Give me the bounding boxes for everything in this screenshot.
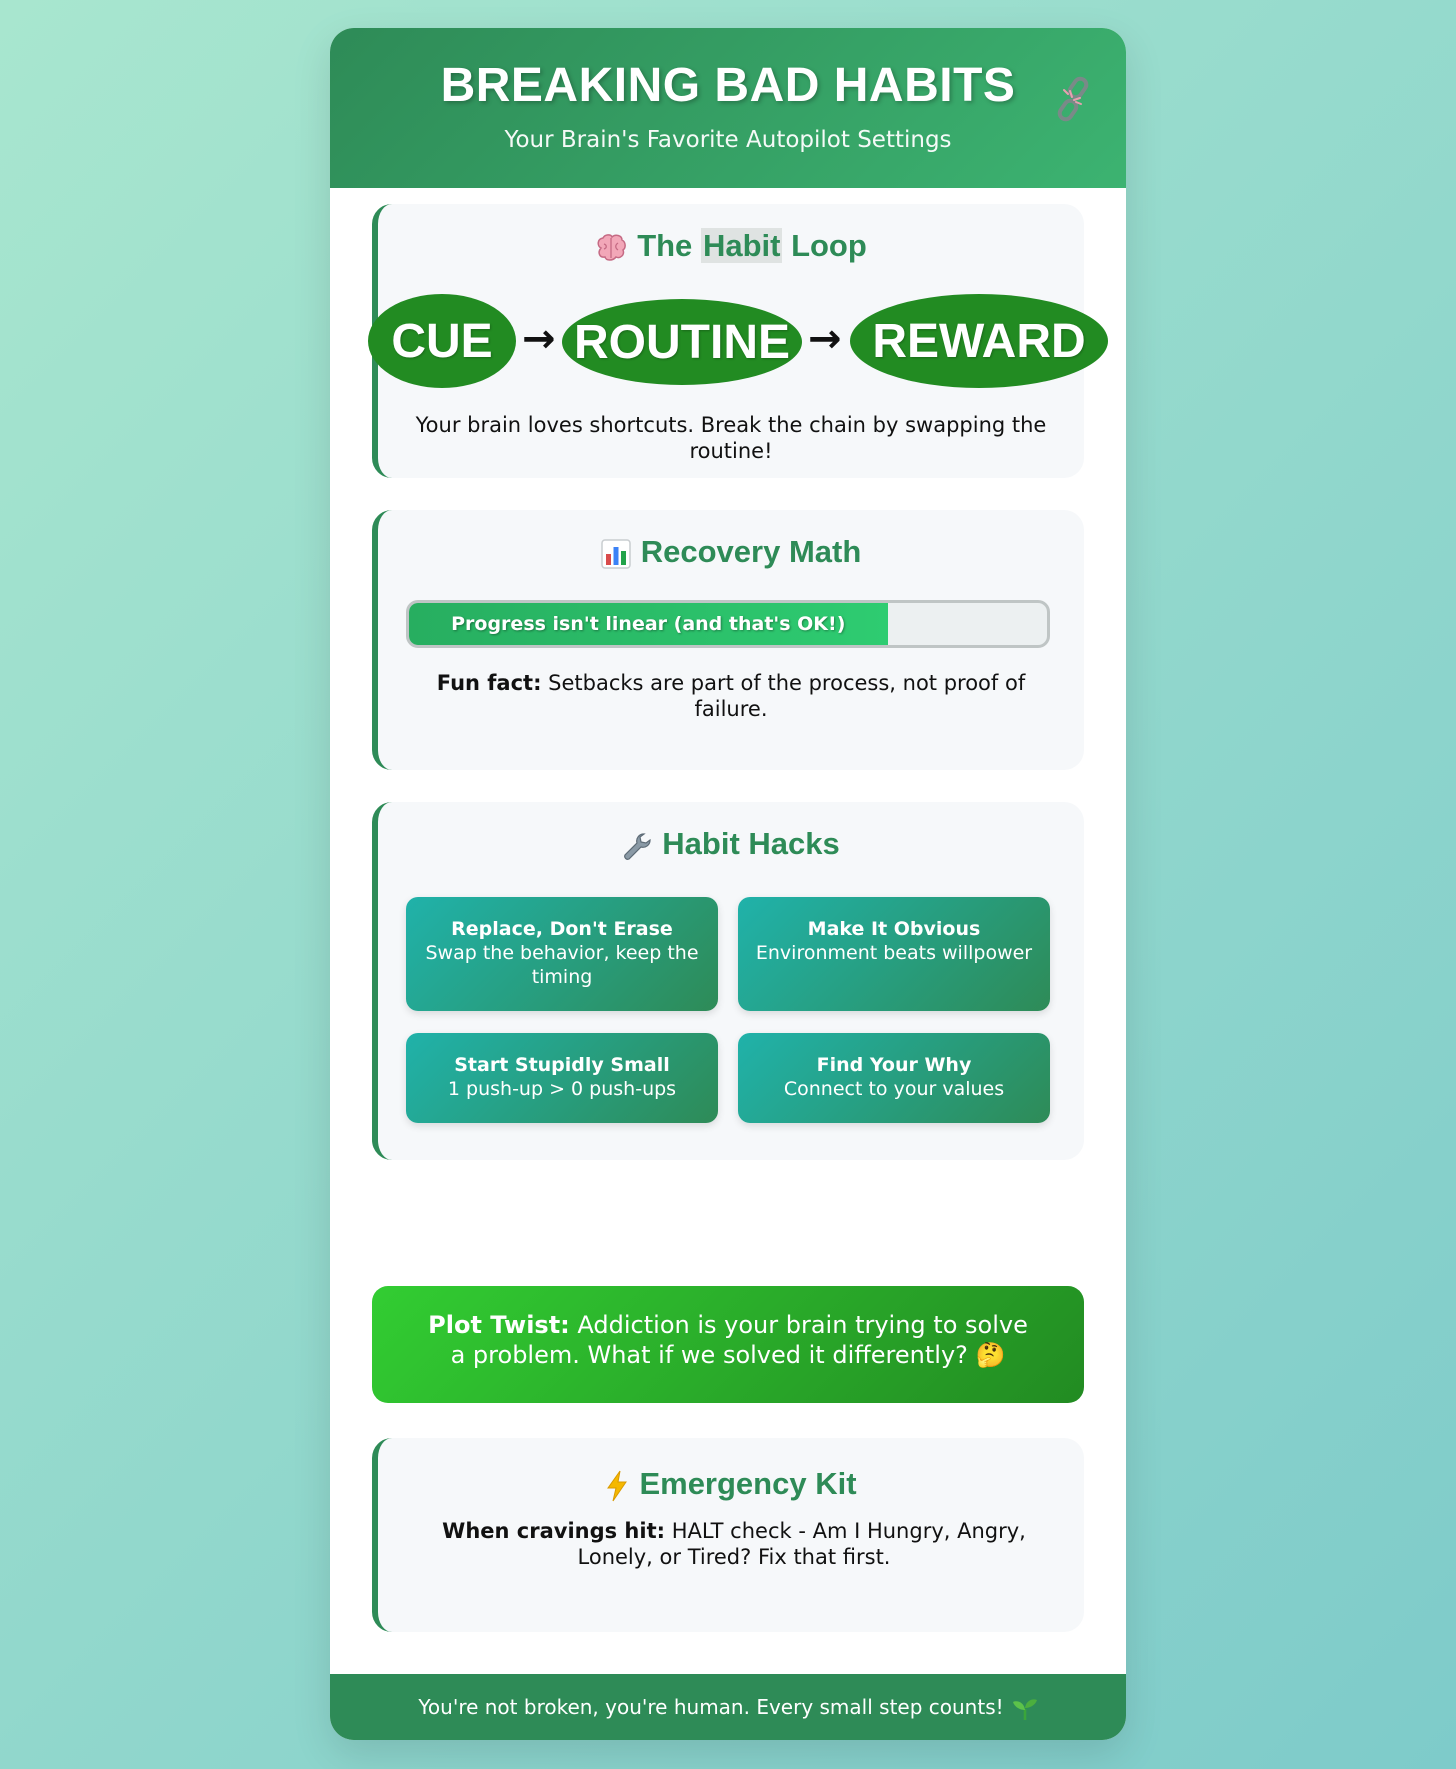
footer-text: You're not broken, you're human. Every small step counts! [418, 1695, 1004, 1719]
habit-hacks-grid [406, 897, 1050, 1123]
hack-title: Find Your Why [816, 1054, 972, 1076]
brain-icon [595, 234, 627, 262]
hack-description: Swap the behavior, keep the timing [425, 942, 699, 988]
recovery-fact-text: Setbacks are part of the process, not proof of failure. [548, 671, 1026, 721]
hack-description: Connect to your values [783, 1078, 1005, 1100]
hack-description: 1 push-up > 0 push-ups [447, 1078, 677, 1100]
infographic-card [330, 28, 1126, 1740]
recovery-heading [378, 510, 1084, 570]
hack-title: Replace, Don't Erase [451, 918, 673, 940]
hack-title: Start Stupidly Small [454, 1054, 670, 1076]
emergency-kit-body: HALT check - Am I Hungry, Angry, Lonely, or Tired? Fix that first. [577, 1519, 1026, 1569]
recovery-fact-label: Fun fact: [436, 671, 542, 695]
hack-card [738, 897, 1050, 1011]
habit-loop-heading [378, 204, 1084, 264]
hack-card [738, 1033, 1050, 1123]
habit-loop-title-highlight: Habit [702, 228, 781, 263]
lightning-icon [605, 1470, 629, 1502]
plot-twist-label: Plot Twist: [428, 1311, 570, 1339]
hack-card [406, 1033, 718, 1123]
wrench-icon [622, 831, 652, 861]
habit-loop-title-suffix: Loop [791, 228, 867, 263]
header [330, 28, 1126, 188]
habit-loop-title-prefix: The [637, 228, 693, 263]
recovery-title: Recovery Math [640, 534, 862, 569]
hack-description: Environment beats willpower [755, 942, 1033, 964]
habit-loop-diagram [368, 294, 1108, 388]
loop-step-reward: REWARD [850, 294, 1108, 388]
plot-twist-text: Addiction is your brain trying to solve a problem. What if we solved it differently? 🤔 [450, 1311, 1028, 1369]
recovery-section [372, 510, 1084, 770]
bar-chart-icon [601, 539, 631, 569]
page-subtitle: Your Brain's Favorite Autopilot Settings [504, 127, 952, 153]
emergency-kit-heading [378, 1438, 1084, 1502]
loop-step-cue: CUE [368, 294, 516, 388]
recovery-fact [408, 670, 1054, 722]
hack-card [406, 897, 718, 1011]
habit-hacks-section [372, 802, 1084, 1160]
progress-bar-fill: Progress isn't linear (and that's OK!) [409, 603, 888, 645]
broken-chain-icon [1054, 74, 1094, 124]
loop-arrow-1: → [522, 316, 556, 362]
progress-bar [406, 600, 1050, 648]
footer [330, 1674, 1126, 1740]
loop-step-routine: ROUTINE [562, 299, 802, 385]
emergency-kit-label: When cravings hit: [442, 1519, 666, 1543]
emergency-kit-text [408, 1518, 1060, 1570]
emergency-kit-section [372, 1438, 1084, 1632]
sprout-icon [1012, 1697, 1038, 1721]
loop-arrow-2: → [808, 316, 842, 362]
hack-title: Make It Obvious [807, 918, 981, 940]
habit-hacks-heading [378, 802, 1084, 862]
habit-loop-section [372, 204, 1084, 478]
page-title: BREAKING BAD HABITS [440, 59, 1016, 112]
habit-hacks-title: Habit Hacks [662, 826, 840, 861]
habit-loop-description: Your brain loves shortcuts. Break the chain by swapping the routine! [415, 413, 1047, 463]
emergency-kit-title: Emergency Kit [639, 1466, 857, 1501]
plot-twist-banner [372, 1286, 1084, 1403]
